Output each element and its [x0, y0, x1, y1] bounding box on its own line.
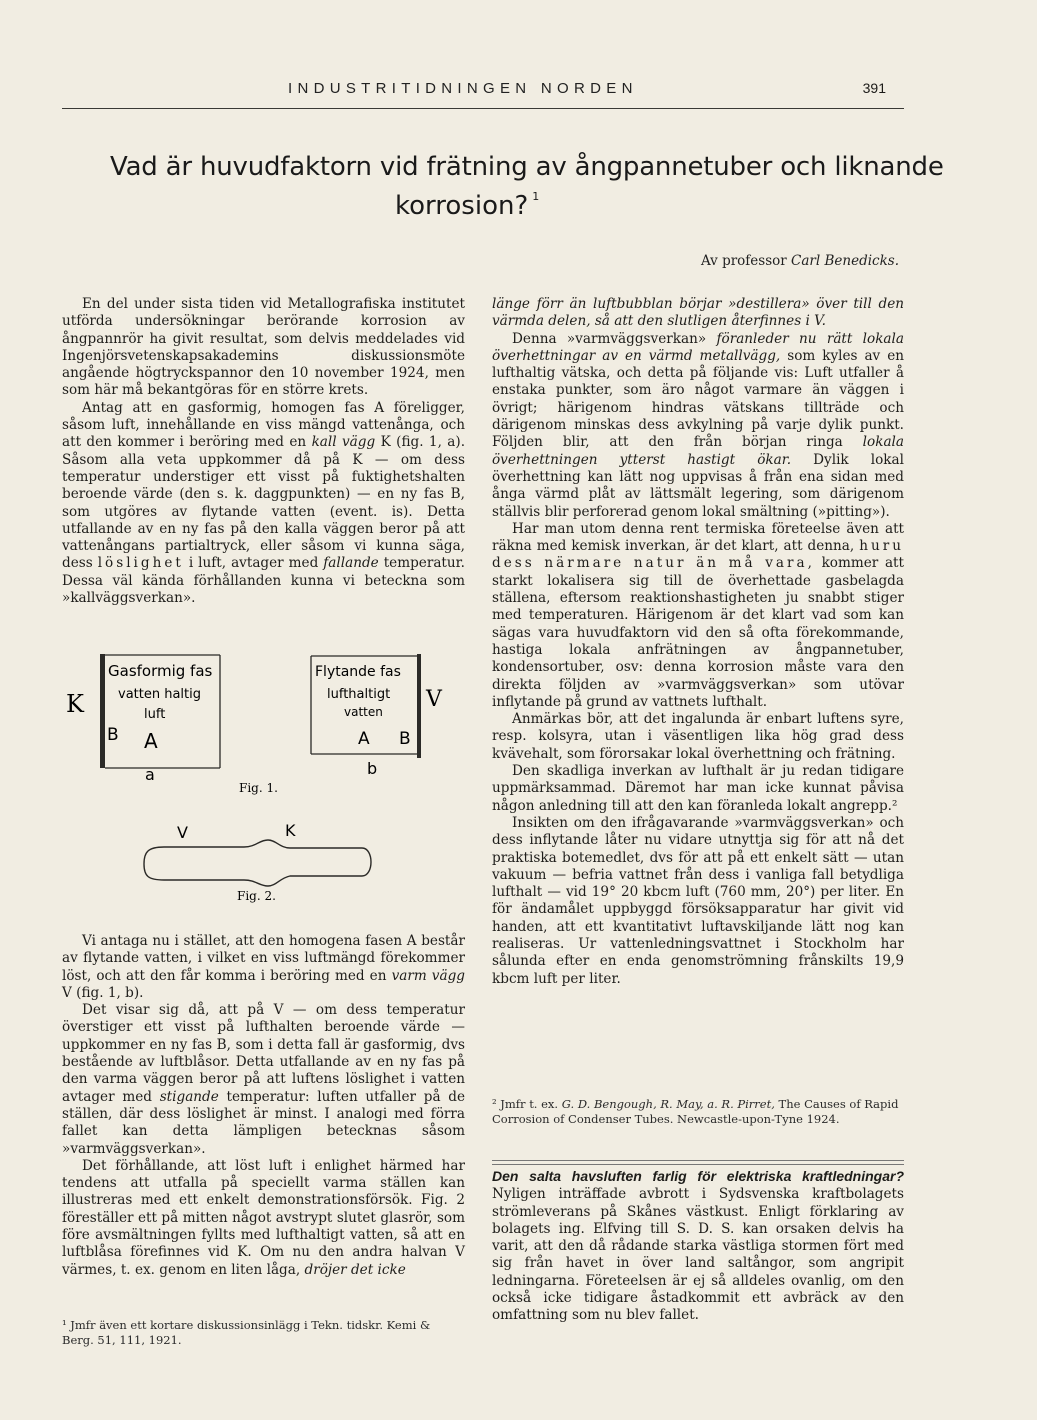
footnote-authors: G. D. Bengough, R. May, a. R. Pirret,: [561, 1097, 775, 1111]
byline: [701, 253, 899, 269]
article-title-word: korrosion?: [395, 191, 529, 221]
figure-diagram: [62, 640, 465, 930]
fig1b-caption: b: [367, 759, 378, 778]
text-run: kommer att starkt lokalisera sig till de överhettade gasbelagda ställena, eftersom reaktionshastigheten ju snabbt stiger med temperaturen. Härigenom är det klart vad som kan sägas vara huvudfaktorn vid den så ofta förekommande, hastiga lokala anfrätningen av ångpannetuber, kondensortuber, osv: denna korrosion måste vara den direkta följden av »varmväggsverkan» som utövar inflytande på grund av vattnets lufthalt.: [492, 555, 904, 710]
text-run: K (fig. 1, a). Såsom alla veta uppkommer då på K — om dess temperatur understiger ett visst på fuktighetshalten beroende värde (den s. k. daggpunkten) — en ny fas B, som utgöres av flytande vatten (event. is). Detta utfallande av en ny fas på den kalla väggen beror på att vattenångans partialtryck, eller såsom vi kunna säga, dess: [62, 434, 466, 572]
fig1b-phase-A: A: [358, 729, 370, 749]
glass-tube: [144, 840, 371, 886]
article-title-continued: [395, 190, 539, 221]
footnote-text: The Causes of Rapid Corrosion of Condenser Tubes. Newcastle-upon-Tyne 1924.: [492, 1097, 899, 1126]
fig1a-label-3: luft: [144, 707, 166, 722]
news-body: Nyligen inträffade avbrott i Sydsvenska kraftbolagets strömleverans på Skånes västkust. Enligt förklaring av bolagets ing. Elfving till S. D. S. kan orsaken delvis ha varit, att den då rådande starka västliga stormen fört med sig från havet in över land saltångor, som angripit ledningarna. Företeelsen är ej så alldeles ovanlig, om den också icke tidigare åstadkommit ett avbräck av den omfattning som nu blev fallet.: [492, 1186, 904, 1324]
footnote-1: ¹ Jmfr även ett kortare diskussionsinlägg i Tekn. tidskr. Kemi & Berg. 51, 111, 1921.: [62, 1318, 431, 1347]
running-head: [62, 74, 904, 109]
text-run: Det förhållande, att löst luft i enlighet härmed har tendens att utfalla på speciellt varma ställen kan illustreras med ett enkelt demonstrationsförsök. Fig. 2 föreställer ett på mitten något avstrypt slutet glasrör, som före avsmältningen fyllts med lufthaltigt vatten, så att en luftblåsa förefinnes vid K. Om nu den andra halvan V värmes, t. ex. genom en liten låga,: [62, 1157, 465, 1278]
fig1b-wall-V: V: [426, 687, 442, 712]
text-run: Denna »varmväggsverkan»: [512, 330, 707, 347]
text-run: temperatur: luften utfaller på de ställen, där dess löslighet är minst. I analogi med förra fallet kan detta lämpligen betecknas såsom »varmväggsverkan».: [62, 1088, 466, 1157]
left-column-top: [62, 296, 465, 607]
author-name: Carl Benedicks.: [791, 253, 899, 269]
fig1b-phase-B: B: [399, 729, 411, 749]
paragraph: [62, 400, 465, 608]
divider: [492, 1164, 904, 1165]
spaced-term: löslighet: [97, 555, 184, 572]
footnote-text: ² Jmfr t. ex.: [492, 1097, 559, 1111]
fig2-label-K: K: [285, 821, 296, 840]
text-run: temperatur. Dessa väl kända förhållanden kunna vi beteckna som »kallväggsverkan».: [62, 555, 465, 607]
journal-name: INDUSTRITIDNINGEN NORDEN: [288, 80, 638, 97]
news-paragraph: [492, 1168, 904, 1325]
page-number: 391: [862, 80, 886, 96]
emphasis: fallande: [323, 555, 379, 572]
fig1a-label-1: Gasformig fas: [108, 662, 213, 680]
emphasis: föranleder nu rätt lokala överhettningar av en värmd metallvägg,: [492, 330, 904, 364]
paragraph: [62, 1158, 465, 1279]
fig1a-phase-B: B: [107, 725, 119, 745]
text-run: Antag att en gasformig, homogen fas A föreligger, såsom luft, innehållande en viss mängd vattenånga, och att den kommer i beröring med en: [62, 399, 465, 451]
paragraph: Anmärkas bör, att det ingalunda är enbart luftens syre, resp. kolsyra, utan i väsentligen lika hög grad dess kvävehalt, som förorsakar lokal överhettning och frätning.: [492, 711, 904, 762]
fig2-label: Fig. 2.: [237, 889, 276, 903]
divider: [492, 1160, 904, 1161]
fig1-label: Fig. 1.: [239, 781, 278, 795]
paragraph: [492, 296, 904, 331]
paragraph: [62, 1002, 465, 1158]
text-run: Det visar sig då, att på V — om dess temperatur överstiger ett visst på lufthalten beroende värde — uppkommer en ny fas B, som i detta fall är gasformig, dvs bestående av luftblåsor. Detta utfallande av en ny fas på den varma väggen beror på att luftens löslighet i vatten avtager med: [62, 1002, 465, 1105]
byline-prefix: Av professor: [700, 253, 787, 269]
fig1a-phase-A: A: [144, 729, 158, 753]
fig1a-caption: a: [145, 765, 155, 784]
fig1a-wall-K: K: [66, 690, 84, 718]
paragraph: [62, 933, 465, 1002]
text-run: Dylik lokal överhettning kan lätt nog uppvisas å från ena sidan med ånga värmd plåt av lättsmält legering, som därigenom ställvis blir perforerad genom lokal smältning (»pitting»).: [492, 451, 904, 520]
news-item: [492, 1168, 904, 1325]
title-footnote-mark: 1: [532, 190, 540, 203]
paragraph: [492, 331, 904, 521]
fig1b-label-2: lufthaltigt: [327, 687, 391, 702]
text-run: som kyles av en lufthaltig vätska, och detta på följande vis: Luft utfaller å enstaka punkter, som äro något varmare än väggen i övrigt; härigenom hindras vätskans tillträde och därigenom minskas dess avkylning på varje dylik punkt. Följden blir, att den från början ringa: [492, 347, 904, 451]
article-title: Vad är huvudfaktorn vid frätning av ångpannetuber och liknande: [110, 152, 944, 182]
paragraph: [492, 521, 904, 711]
emphasis: dröjer det icke: [304, 1261, 406, 1278]
paragraph: En del under sista tiden vid Metallografiska institutet utförda undersökningar berörande korrosion av ångpannrör ha givit resultat, som delvis meddelades vid Ingenjörsvetenskapsakademins diskussionsmöte angående högtryckspannor den 10 november 1924, men som här må bekantgöras för en större krets.: [62, 296, 465, 399]
footnote-2: [492, 1097, 904, 1127]
text-run: Vi antaga nu i stället, att den homogena fasen A består av flytande vatten, i vilket en viss luftmängd förekommer löst, och att den får komma i beröring med en: [62, 933, 465, 984]
fig2-label-V: V: [177, 823, 188, 842]
text-run: V (fig. 1, b).: [62, 984, 144, 1001]
emphasis: lokala överhettningen ytterst hastigt ökar.: [492, 434, 904, 468]
text-run: i luft, avtager med: [188, 555, 319, 572]
right-column: [492, 296, 904, 988]
fig1a-label-2: vatten haltig: [118, 687, 202, 702]
fig1b-label-3: vatten: [344, 705, 383, 719]
text-run: Har man utom denna rent termiska företeelse även att räkna med kemisk inverkan, är det klart, att denna,: [492, 520, 904, 555]
paragraph: Insikten om den ifrågavarande »varmväggsverkan» och dess inflytande låter nu vidare utnyttja sig för att nå det praktiska botemedlet, dvs för att på ett enkelt sätt — utan vakuum — befria vattnet från dess i vanliga fall betydliga lufthalt — vid 19° 20 kbcm luft (760 mm, 20°) per liter. En för ändamålet uppbyggd försöksapparatur har givit vid handen, att ett kvantitativt luftavskiljande lätt nog kan realiseras. Ur vattenledningsvattnet i Stockholm har sålunda efter en enda genomströmning frånskilts 19,9 kbcm luft per liter.: [492, 814, 904, 987]
emphasis: länge förr än luftbubblan börjar »destillera» över till den värmda delen, så att den slutligen återfinnes i V.: [492, 296, 904, 330]
emphasis: stigande: [159, 1088, 219, 1105]
news-headline: Den salta havsluften farlig för elektriska kraftledningar?: [492, 1168, 904, 1184]
emphasis: kall vägg: [311, 434, 376, 451]
figure-block: [62, 640, 465, 930]
paragraph: Den skadliga inverkan av lufthalt är ju redan tidigare uppmärksammad. Däremot har man icke kunnat påvisa någon anledning till att den kan föranleda lokalt angrepp.²: [492, 763, 904, 814]
left-column-bottom: [62, 933, 465, 1279]
emphasis: varm vägg: [391, 967, 465, 984]
fig1b-label-1: Flytande fas: [315, 664, 401, 680]
spaced-term: huru dess närmare natur än må vara,: [492, 538, 904, 572]
